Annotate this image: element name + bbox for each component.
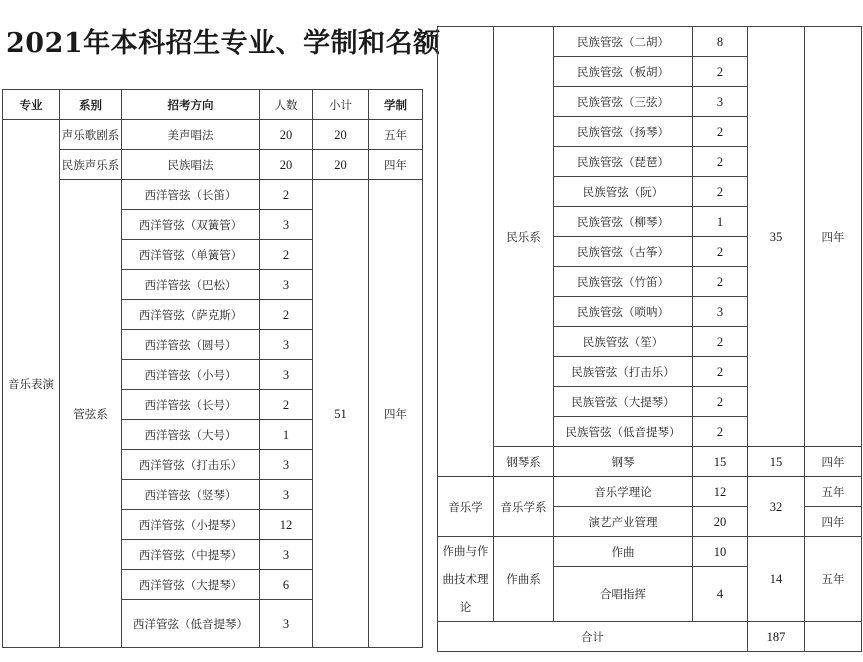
count-cell: 20 <box>693 507 748 537</box>
count-cell: 15 <box>693 447 748 477</box>
direction-cell: 西洋管弦（打击乐） <box>122 450 260 480</box>
duration-cell: 五年 <box>805 477 862 507</box>
table-row <box>438 537 862 567</box>
total-label-cell: 合计 <box>438 622 748 652</box>
major-cell: 音乐表演 <box>3 120 60 648</box>
count-cell: 2 <box>693 117 748 147</box>
duration-cell: 四年 <box>805 507 862 537</box>
count-cell: 3 <box>260 330 313 360</box>
direction-cell: 民族管弦（大提琴） <box>554 387 693 417</box>
dept-cell: 管弦系 <box>60 180 122 648</box>
direction-cell: 音乐学理论 <box>554 477 693 507</box>
subtotal-cell: 20 <box>313 120 369 150</box>
enrollment-table-left <box>2 89 423 648</box>
count-cell: 2 <box>260 390 313 420</box>
dept-cell: 作曲系 <box>494 537 554 622</box>
count-cell: 3 <box>260 540 313 570</box>
direction-cell: 西洋管弦（巴松） <box>122 270 260 300</box>
dept-cell: 声乐歌剧系 <box>60 120 122 150</box>
table-row <box>3 150 423 180</box>
count-cell: 2 <box>693 357 748 387</box>
major-line: 作曲与作 <box>442 544 489 558</box>
count-cell: 4 <box>693 567 748 622</box>
direction-cell: 西洋管弦（萨克斯） <box>122 300 260 330</box>
count-cell: 2 <box>260 180 313 210</box>
direction-cell: 民族管弦（唢呐） <box>554 297 693 327</box>
direction-cell: 民族管弦（三弦） <box>554 87 693 117</box>
header-duration: 学制 <box>369 90 423 120</box>
dept-cell: 音乐学系 <box>494 477 554 537</box>
subtotal-cell: 32 <box>748 477 805 537</box>
count-cell: 3 <box>260 480 313 510</box>
dept-cell: 民乐系 <box>494 27 554 447</box>
count-cell: 2 <box>693 327 748 357</box>
header-row <box>3 90 423 120</box>
count-cell: 20 <box>260 150 313 180</box>
duration-cell: 四年 <box>805 27 862 447</box>
count-cell: 3 <box>693 297 748 327</box>
direction-cell: 民族管弦（笙） <box>554 327 693 357</box>
subtotal-cell: 15 <box>748 447 805 477</box>
count-cell: 3 <box>693 87 748 117</box>
duration-cell: 四年 <box>369 180 423 648</box>
major-line: 曲技术理 <box>442 572 489 586</box>
duration-cell: 五年 <box>805 537 862 622</box>
count-cell: 2 <box>260 240 313 270</box>
direction-cell: 民族管弦（扬琴） <box>554 117 693 147</box>
empty-cell <box>805 622 862 652</box>
count-cell: 3 <box>260 600 313 648</box>
enrollment-table-right <box>437 26 862 652</box>
subtotal-cell: 51 <box>313 180 369 648</box>
count-cell: 2 <box>693 57 748 87</box>
direction-cell: 演艺产业管理 <box>554 507 693 537</box>
direction-cell: 民族管弦（阮） <box>554 177 693 207</box>
count-cell: 2 <box>693 417 748 447</box>
subtotal-cell: 35 <box>748 27 805 447</box>
count-cell: 2 <box>693 237 748 267</box>
major-cell: 音乐学 <box>438 477 494 537</box>
duration-cell: 四年 <box>369 150 423 180</box>
direction-cell: 西洋管弦（低音提琴） <box>122 600 260 648</box>
direction-cell: 民族管弦（琵琶） <box>554 147 693 177</box>
count-cell: 3 <box>260 360 313 390</box>
header-major: 专业 <box>3 90 60 120</box>
header-subtotal: 小计 <box>313 90 369 120</box>
count-cell: 6 <box>260 570 313 600</box>
direction-cell: 西洋管弦（圆号） <box>122 330 260 360</box>
direction-cell: 合唱指挥 <box>554 567 693 622</box>
count-cell: 1 <box>693 207 748 237</box>
direction-cell: 民族管弦（板胡） <box>554 57 693 87</box>
direction-cell: 民族管弦（柳琴） <box>554 207 693 237</box>
header-direction: 招考方向 <box>122 90 260 120</box>
table-row <box>438 477 862 507</box>
dept-cell: 民族声乐系 <box>60 150 122 180</box>
table-row <box>3 120 423 150</box>
direction-cell: 西洋管弦（长号） <box>122 390 260 420</box>
direction-cell: 作曲 <box>554 537 693 567</box>
direction-cell: 美声唱法 <box>122 120 260 150</box>
count-cell: 10 <box>693 537 748 567</box>
dept-cell: 钢琴系 <box>494 447 554 477</box>
count-cell: 8 <box>693 27 748 57</box>
direction-cell: 民族管弦（古筝） <box>554 237 693 267</box>
table-row <box>438 622 862 652</box>
duration-cell: 四年 <box>805 447 862 477</box>
subtotal-cell: 14 <box>748 537 805 622</box>
count-cell: 3 <box>260 270 313 300</box>
total-value-cell: 187 <box>748 622 805 652</box>
table-row <box>438 447 862 477</box>
count-cell: 3 <box>260 210 313 240</box>
count-cell: 2 <box>693 267 748 297</box>
subtotal-cell: 20 <box>313 150 369 180</box>
count-cell: 12 <box>260 510 313 540</box>
direction-cell: 民族管弦（竹笛） <box>554 267 693 297</box>
count-cell: 20 <box>260 120 313 150</box>
header-count: 人数 <box>260 90 313 120</box>
table-row <box>438 27 862 57</box>
direction-cell: 西洋管弦（长笛） <box>122 180 260 210</box>
major-continued-cell <box>438 27 494 477</box>
direction-cell: 民族管弦（打击乐） <box>554 357 693 387</box>
direction-cell: 西洋管弦（小提琴） <box>122 510 260 540</box>
count-cell: 2 <box>693 147 748 177</box>
direction-cell: 民族管弦（低音提琴） <box>554 417 693 447</box>
count-cell: 2 <box>693 177 748 207</box>
direction-cell: 西洋管弦（大号） <box>122 420 260 450</box>
direction-cell: 西洋管弦（大提琴） <box>122 570 260 600</box>
direction-cell: 西洋管弦（中提琴） <box>122 540 260 570</box>
duration-cell: 五年 <box>369 120 423 150</box>
count-cell: 3 <box>260 450 313 480</box>
table-row <box>3 180 423 210</box>
direction-cell: 西洋管弦（双簧管） <box>122 210 260 240</box>
direction-cell: 西洋管弦（单簧管） <box>122 240 260 270</box>
page-title: 2021年本科招生专业、学制和名额 <box>6 28 441 59</box>
count-cell: 1 <box>260 420 313 450</box>
direction-cell: 西洋管弦（小号） <box>122 360 260 390</box>
header-dept: 系别 <box>60 90 122 120</box>
count-cell: 2 <box>693 387 748 417</box>
direction-cell: 民族管弦（二胡） <box>554 27 693 57</box>
direction-cell: 民族唱法 <box>122 150 260 180</box>
direction-cell: 钢琴 <box>554 447 693 477</box>
count-cell: 2 <box>260 300 313 330</box>
major-cell <box>438 537 494 622</box>
direction-cell: 西洋管弦（竖琴） <box>122 480 260 510</box>
count-cell: 12 <box>693 477 748 507</box>
major-line: 论 <box>459 600 472 614</box>
